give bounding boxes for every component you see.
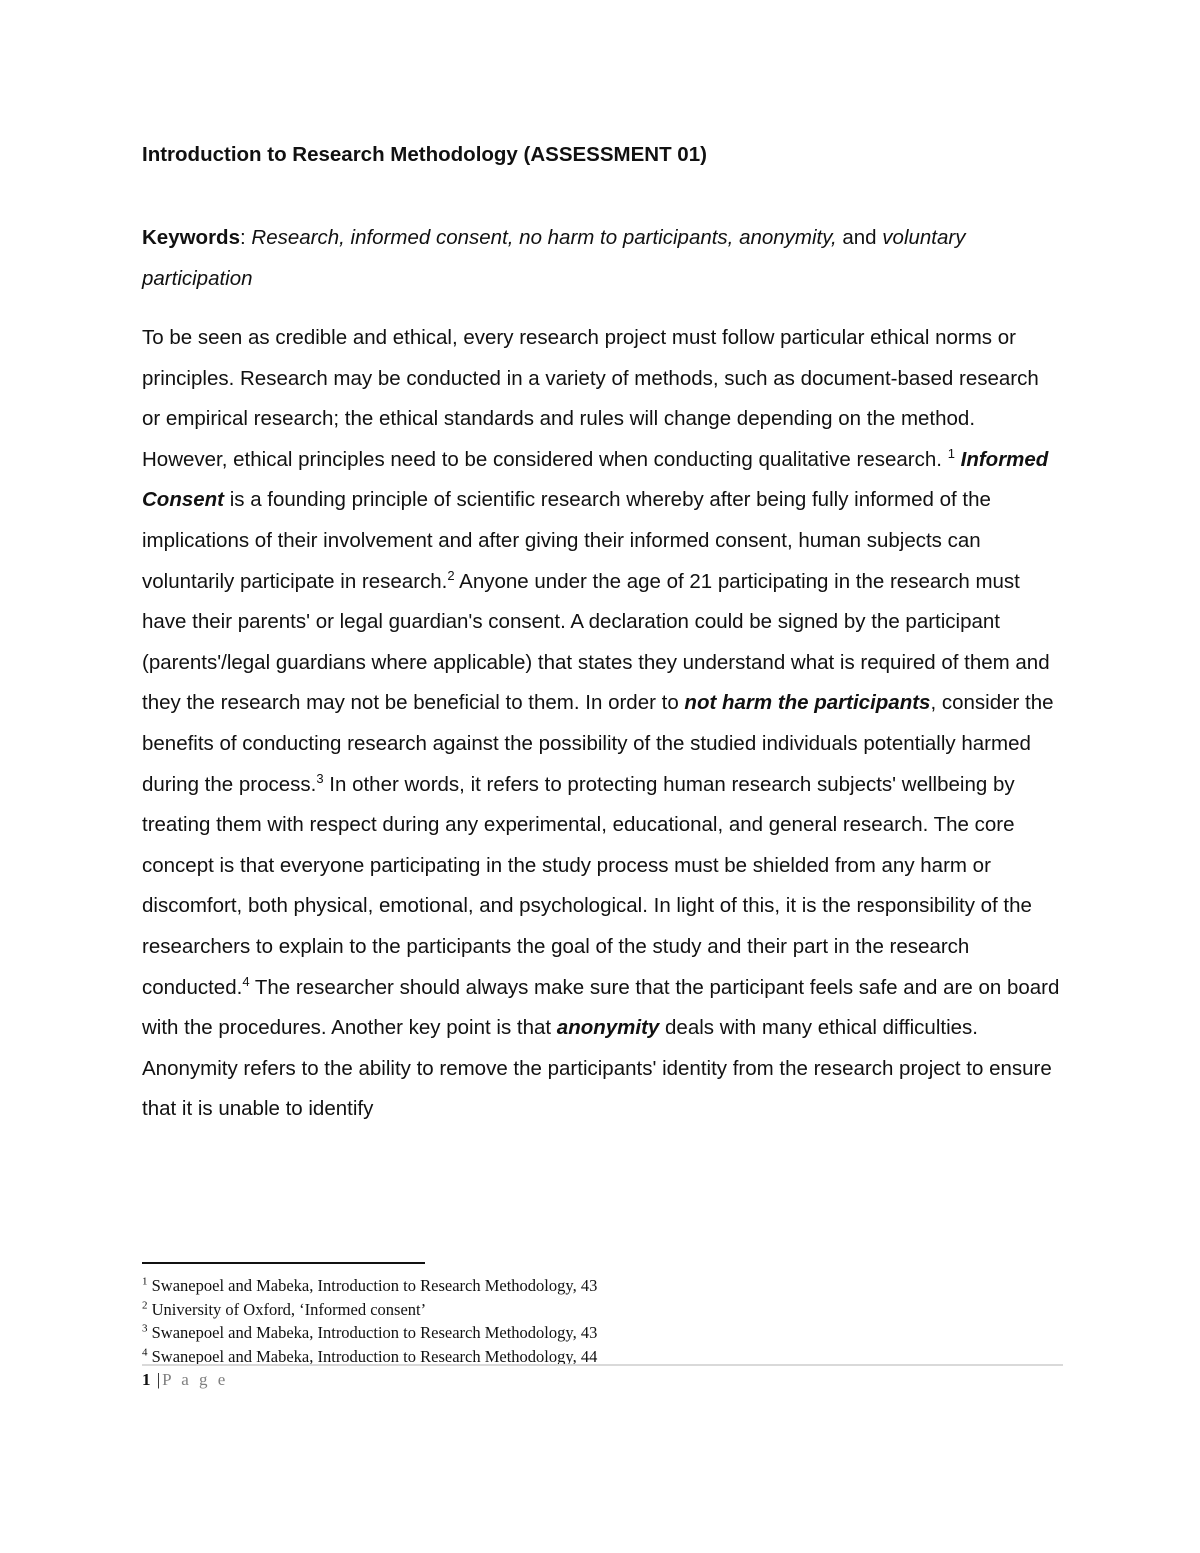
- footnote-text: Swanepoel and Mabeka, Introduction to Research Methodology, 44: [147, 1346, 598, 1366]
- keywords-line: [142, 218, 1062, 299]
- footnote-divider: [142, 1262, 425, 1264]
- footnote-item: [142, 1321, 1042, 1345]
- footnote-item: [142, 1298, 1042, 1322]
- keywords-terms: Research, informed consent, no harm to participants, anonymity,: [251, 226, 837, 249]
- term-not-harm: not harm the participants: [684, 691, 931, 715]
- paragraph-segment: Anyone under the age of 21 participating in the research must have their parents' or legal guardian's consent. A declaration could be signed by the participant (parents'/legal guardians where applicable) that states they understand what is required of them and they the research may not be beneficial to them. In order to: [142, 569, 1050, 715]
- page-footer: [142, 1370, 228, 1390]
- paragraph-segment: To be seen as credible and ethical, every research project must follow particular ethical norms or principles. Research may be conducted in a variety of methods, such as document-based research or empirical research; the ethical standards and rules will change depending on the method. However, ethical principles need to be considered when conducting qualitative research.: [142, 326, 1039, 471]
- keywords-last-term: voluntary participation: [142, 226, 966, 290]
- footnote-number: 1: [142, 1275, 148, 1288]
- footnote-ref: 2: [447, 567, 455, 583]
- document-title: Introduction to Research Methodology (ASSESSMENT 01): [142, 143, 707, 166]
- paragraph-segment: , consider the benefits of conducting research against the possibility of the studied individuals potentially harmed during the process.: [142, 691, 1054, 796]
- footnote-ref: 4: [242, 973, 250, 989]
- footnote-item: [142, 1274, 1042, 1298]
- keywords-colon: :: [239, 226, 246, 249]
- footnote-number: 3: [142, 1322, 148, 1335]
- footnote-number: 4: [142, 1346, 148, 1358]
- term-anonymity: anonymity: [556, 1016, 660, 1040]
- body-paragraph: [142, 318, 1062, 1130]
- footer-divider: [142, 1364, 1063, 1366]
- page-label: P a g e: [162, 1370, 229, 1389]
- footnotes: [142, 1274, 1042, 1368]
- footnote-text: Swanepoel and Mabeka, Introduction to Research Methodology, 43: [147, 1323, 598, 1342]
- paragraph-segment: deals with many ethical difficulties. Anonymity refers to the ability to remove the participants' identity from the research project to ensure that it is unable to identify: [142, 1016, 1052, 1121]
- page-number: 1: [142, 1370, 151, 1389]
- footnote-number: 2: [142, 1299, 148, 1311]
- footer-separator: |: [156, 1370, 161, 1389]
- term-informed-consent: Informed Consent: [142, 447, 1049, 512]
- paragraph-segment: is a founding principle of scientific research whereby after being fully informed of the implications of their involvement and after giving their informed consent, human subjects can voluntarily participate in research.: [142, 488, 991, 593]
- footnote-text: University of Oxford, ‘Informed consent’: [147, 1299, 427, 1319]
- keywords-and: and: [836, 226, 883, 249]
- footnote-ref: 1: [947, 445, 955, 461]
- footnote-ref: 3: [316, 770, 324, 786]
- footnote-text: Swanepoel and Mabeka, Introduction to Research Methodology, 43: [147, 1276, 598, 1295]
- keywords-label: Keywords: [142, 226, 240, 249]
- paragraph-segment: The researcher should always make sure that the participant feels safe and are on board with the procedures. Another key point is that: [142, 975, 1060, 1040]
- paragraph-segment: In other words, it refers to protecting human research subjects' wellbeing by treating them with respect during any experimental, educational, and general research. The core concept is that everyone participating in the study process must be shielded from any harm or discomfort, both physical, emotional, and psychological. In light of this, it is the responsibility of the researchers to explain to the participants the goal of the study and their part in the research conducted.: [142, 772, 1032, 999]
